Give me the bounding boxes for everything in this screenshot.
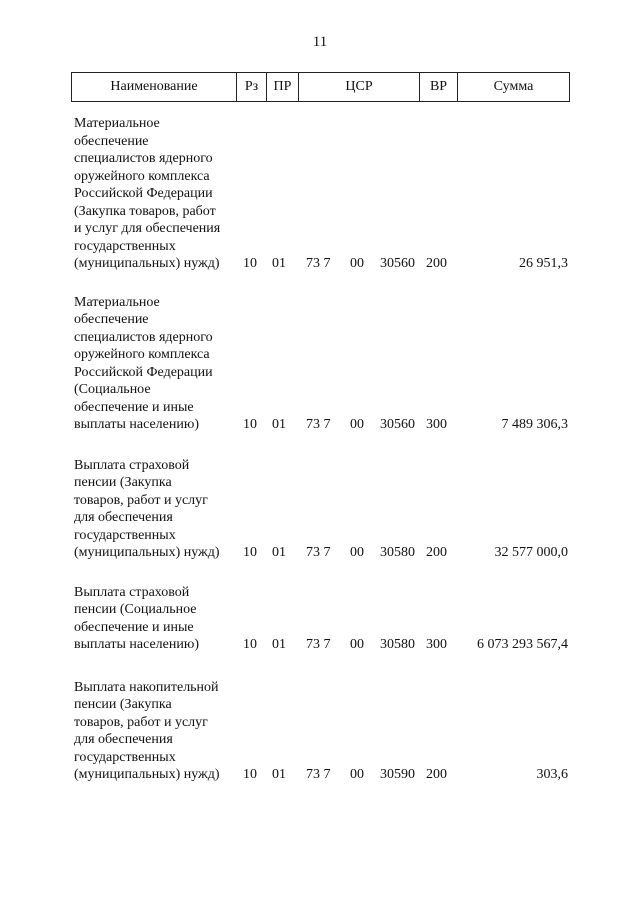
header-name: Наименование bbox=[110, 79, 198, 94]
row-name-line: государственных bbox=[74, 749, 176, 765]
row-name-line: выплаты населению) bbox=[74, 637, 199, 652]
row-name-line: государственных bbox=[74, 527, 176, 543]
row-name-line: товаров, работ и услуг bbox=[74, 492, 208, 508]
row-name bbox=[74, 115, 244, 273]
row-name-line: Выплата накопительной bbox=[74, 679, 219, 695]
row-rz: 10 bbox=[243, 416, 257, 432]
row-vr: 200 bbox=[426, 766, 447, 782]
row-pr: 01 bbox=[272, 636, 286, 652]
row-name-line: специалистов ядерного bbox=[74, 151, 213, 166]
row-name-line: пенсии (Закупка bbox=[74, 697, 172, 712]
table-row bbox=[0, 115, 640, 273]
row-name-line: государственных bbox=[74, 238, 176, 254]
row-pr: 01 bbox=[272, 255, 286, 271]
row-codes bbox=[0, 544, 640, 562]
header-csr: ЦСР bbox=[298, 73, 419, 101]
row-sum: 7 489 306,3 bbox=[501, 416, 568, 432]
row-name-line: обеспечение bbox=[74, 312, 149, 327]
row-csr-subprogram: 00 bbox=[350, 544, 364, 560]
table-row bbox=[0, 294, 640, 434]
row-name-line: Материальное bbox=[74, 116, 160, 131]
row-csr-direction: 30590 bbox=[380, 766, 415, 782]
row-pr: 01 bbox=[272, 416, 286, 432]
row-name-line: Выплата страховой bbox=[74, 457, 190, 473]
row-rz: 10 bbox=[243, 636, 257, 652]
row-sum: 303,6 bbox=[536, 766, 568, 782]
row-name-line: обеспечение и иные bbox=[74, 399, 194, 415]
row-csr-subprogram: 00 bbox=[350, 766, 364, 782]
row-csr-direction: 30560 bbox=[380, 255, 415, 271]
row-codes bbox=[0, 416, 640, 434]
row-codes bbox=[0, 636, 640, 654]
page-number: 11 bbox=[312, 34, 328, 50]
row-rz: 10 bbox=[243, 766, 257, 782]
row-rz: 10 bbox=[243, 255, 257, 271]
row-codes bbox=[0, 766, 640, 784]
row-name-line: (муниципальных) нужд) bbox=[74, 256, 220, 271]
header-rz: Рз bbox=[236, 73, 266, 101]
row-name-line: для обеспечения bbox=[74, 510, 173, 525]
table-row bbox=[0, 457, 640, 562]
row-codes bbox=[0, 255, 640, 273]
row-vr: 300 bbox=[426, 416, 447, 432]
row-name-line: Российской Федерации bbox=[74, 186, 213, 201]
row-pr: 01 bbox=[272, 544, 286, 560]
header-sum: Сумма bbox=[457, 73, 569, 101]
row-name-line: обеспечение bbox=[74, 133, 149, 149]
row-sum: 26 951,3 bbox=[519, 255, 568, 271]
row-name-line: и услуг для обеспечения bbox=[74, 221, 221, 236]
row-name-line: оружейного комплекса bbox=[74, 168, 210, 184]
row-csr-direction: 30560 bbox=[380, 416, 415, 432]
row-sum: 6 073 293 567,4 bbox=[477, 636, 568, 652]
header-vr: ВР bbox=[419, 73, 457, 101]
row-csr-direction: 30580 bbox=[380, 636, 415, 652]
table-row bbox=[0, 679, 640, 784]
row-name-line: для обеспечения bbox=[74, 732, 173, 747]
row-pr: 01 bbox=[272, 766, 286, 782]
row-name-line: выплаты населению) bbox=[74, 417, 199, 432]
row-name-line: (муниципальных) нужд) bbox=[74, 767, 220, 782]
row-rz: 10 bbox=[243, 544, 257, 560]
row-vr: 200 bbox=[426, 544, 447, 560]
row-csr-program: 73 7 bbox=[306, 766, 331, 782]
row-csr-subprogram: 00 bbox=[350, 416, 364, 432]
row-name-line: (Социальное bbox=[74, 382, 151, 397]
table-header bbox=[71, 72, 570, 102]
row-csr-program: 73 7 bbox=[306, 636, 331, 652]
table-row bbox=[0, 584, 640, 654]
row-name-line: товаров, работ и услуг bbox=[74, 714, 208, 730]
row-name-line: пенсии (Социальное bbox=[74, 602, 197, 617]
table-body bbox=[0, 115, 640, 784]
row-csr-program: 73 7 bbox=[306, 255, 331, 271]
row-name-line: Материальное bbox=[74, 294, 160, 310]
row-csr-program: 73 7 bbox=[306, 416, 331, 432]
row-name-line: (Закупка товаров, работ bbox=[74, 203, 216, 219]
row-sum: 32 577 000,0 bbox=[494, 544, 568, 560]
row-vr: 200 bbox=[426, 255, 447, 271]
row-name-line: Выплата страховой bbox=[74, 584, 190, 600]
row-name bbox=[74, 294, 244, 434]
row-name-line: пенсии (Закупка bbox=[74, 475, 172, 490]
row-name-line: (муниципальных) нужд) bbox=[74, 545, 220, 560]
row-name-line: оружейного комплекса bbox=[74, 347, 210, 362]
row-name-line: обеспечение и иные bbox=[74, 619, 194, 635]
row-csr-program: 73 7 bbox=[306, 544, 331, 560]
row-csr-subprogram: 00 bbox=[350, 636, 364, 652]
row-name-line: специалистов ядерного bbox=[74, 329, 213, 345]
row-csr-direction: 30580 bbox=[380, 544, 415, 560]
row-name-line: Российской Федерации bbox=[74, 364, 213, 380]
header-pr: ПР bbox=[266, 73, 298, 101]
row-vr: 300 bbox=[426, 636, 447, 652]
row-csr-subprogram: 00 bbox=[350, 255, 364, 271]
